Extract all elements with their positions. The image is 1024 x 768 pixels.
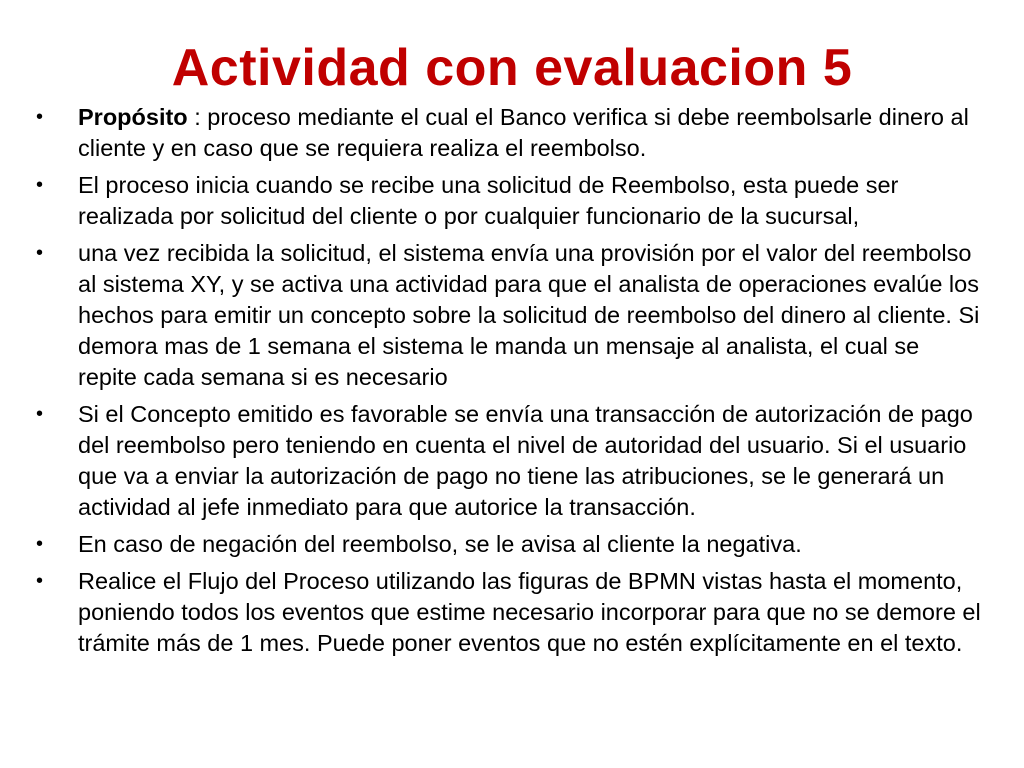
bullet-text: El proceso inicia cuando se recibe una solicitud de Reembolso, esta puede ser realizada por solicitud del cliente o por cualquier funcionario de la sucursal, — [78, 172, 899, 229]
bullet-item-task — [32, 566, 982, 659]
bullet-dot-icon: • — [36, 174, 44, 196]
bullet-lead-purpose: Propósito — [78, 104, 188, 130]
bullet-list — [32, 102, 982, 665]
bullet-dot-icon: • — [36, 570, 44, 592]
bullet-text: : proceso mediante el cual el Banco verifica si debe reembolsarle dinero al cliente y en caso que se requiera realiza el reembolso. — [78, 104, 969, 161]
bullet-dot-icon: • — [36, 533, 44, 555]
bullet-item-provision — [32, 238, 982, 393]
bullet-item-purpose — [32, 102, 982, 164]
bullet-dot-icon: • — [36, 106, 44, 128]
bullet-item-authorization — [32, 399, 982, 523]
bullet-text: Si el Concepto emitido es favorable se envía una transacción de autorización de pago del reembolso pero teniendo en cuenta el nivel de autoridad del usuario. Si el usuario que va a enviar la autorización de pago no tiene las atribuciones, se le generará un actividad al jefe inmediato para que autorice la transacción. — [78, 401, 973, 520]
bullet-text: Realice el Flujo del Proceso utilizando las figuras de BPMN vistas hasta el momento, poniendo todos los eventos que estime necesario incorporar para que no se demore el trámite más de 1 mes. Puede poner eventos que no estén explícitamente en el texto. — [78, 568, 981, 656]
bullet-text: En caso de negación del reembolso, se le avisa al cliente la negativa. — [78, 531, 802, 557]
bullet-dot-icon: • — [36, 403, 44, 425]
bullet-item-denial — [32, 529, 982, 560]
bullet-text: una vez recibida la solicitud, el sistema envía una provisión por el valor del reembolso al sistema XY, y se activa una actividad para que el analista de operaciones evalúe los hechos para emitir un concepto sobre la solicitud de reembolso del dinero al cliente. Si demora mas de 1 semana el sistema le manda un mensaje al analista, el cual se repite cada semana si es necesario — [78, 240, 980, 390]
bullet-dot-icon: • — [36, 242, 44, 264]
slide-title: Actividad con evaluacion 5 — [171, 39, 853, 97]
bullet-item-start — [32, 170, 982, 232]
